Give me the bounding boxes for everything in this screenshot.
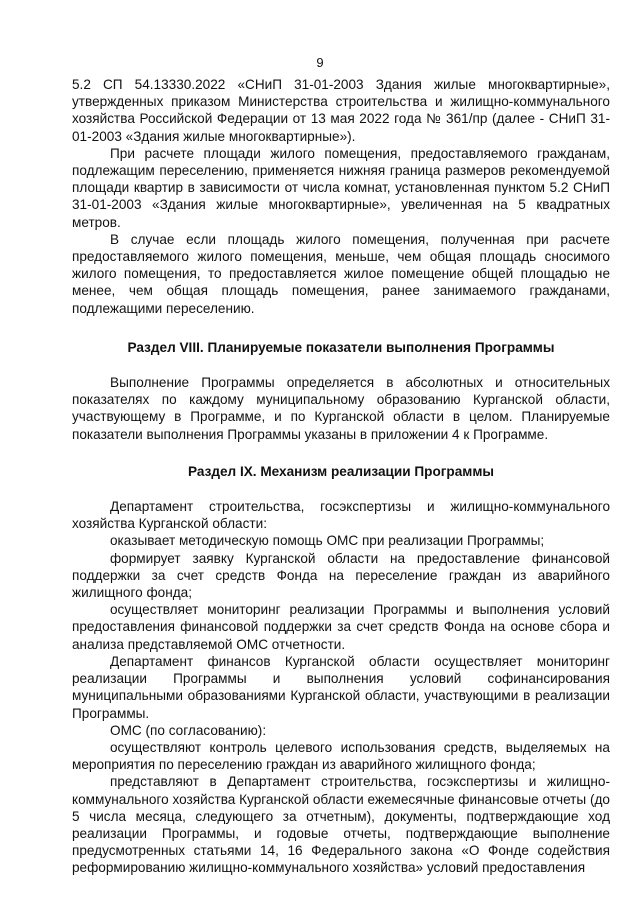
paragraph: Департамент строительства, госэкспертизы и жилищно-коммунального хозяйства Курганской области: xyxy=(72,499,610,532)
section-heading-ix: Раздел IX. Механизм реализации Программы xyxy=(187,463,495,479)
paragraph: 5.2 СП 54.13330.2022 «СНиП 31-01-2003 Здания жилые многоквартирные», утвержденных приказом Министерства строительства и жилищно-коммунального хозяйства Российской Федерации от 13 мая 2022 года № 361/пр (далее - СНиП 31-01-2003 «Здания жилые многоквартирные»). xyxy=(72,77,610,144)
paragraph: осуществляет мониторинг реализации Программы и выполнения условий предоставления финансовой поддержки за счет средств Фонда на основе сбора и анализа представляемой ОМС отчетности. xyxy=(72,602,610,652)
paragraph: Выполнение Программы определяется в абсолютных и относительных показателях по каждому муниципальному образованию Курганской области, участвующему в Программе, и по Курганской области в целом. Планируемые показатели выполнения Программы указаны в приложении 4 к Программе. xyxy=(72,375,610,442)
paragraph: формирует заявку Курганской области на предоставление финансовой поддержки за счет средств Фонда на переселение граждан из аварийного жилищного фонда; xyxy=(72,550,610,601)
paragraph: осуществляют контроль целевого использования средств, выделяемых на мероприятия по переселению граждан из аварийного жилищного фонда; xyxy=(72,739,610,773)
paragraph: В случае если площадь жилого помещения, полученная при расчете предоставляемого жилого помещения, меньше, чем общая площадь сносимого жилого помещения, то предоставляется жилое помещение общей площадью не менее, чем общая площадь помещения, ранее занимаемого гражданами, подлежащими переселению. xyxy=(72,231,610,316)
paragraph: Департамент финансов Курганской области осуществляет мониторинг реализации Программы и выполнения условий софинансирования муниципальными образованиями Курганской области, участвующими в реализации Программы. xyxy=(72,653,610,721)
paragraph: ОМС (по согласованию): xyxy=(110,722,267,738)
paragraph: оказывает методическую помощь ОМС при реализации Программы; xyxy=(110,533,545,549)
section-heading-viii: Раздел VIII. Планируемые показатели выполнения Программы xyxy=(127,339,555,355)
page-number: 9 xyxy=(316,55,324,70)
paragraph: представляют в Департамент строительства, госэкспертизы и жилищно-коммунального хозяйства Курганской области ежемесячные финансовые отчеты (до 5 числа месяца, следующего за отчетным), документы, подтверждающие ход реализации Программы, и годовые отчеты, подтверждающие выполнение предусмотренных статьями 14, 16 Федерального закона «О Фонде содействия реформированию жилищно-коммунального хозяйства» условий предоставления xyxy=(72,774,610,876)
paragraph: При расчете площади жилого помещения, предоставляемого гражданам, подлежащим переселению, применяется нижняя граница размеров рекомендуемой площади квартир в зависимости от числа комнат, установленная пунктом 5.2 СНиП 31-01-2003 «Здания жилые многоквартирные», увеличенная на 5 квадратных метров. xyxy=(72,145,610,230)
document-body xyxy=(72,76,610,877)
